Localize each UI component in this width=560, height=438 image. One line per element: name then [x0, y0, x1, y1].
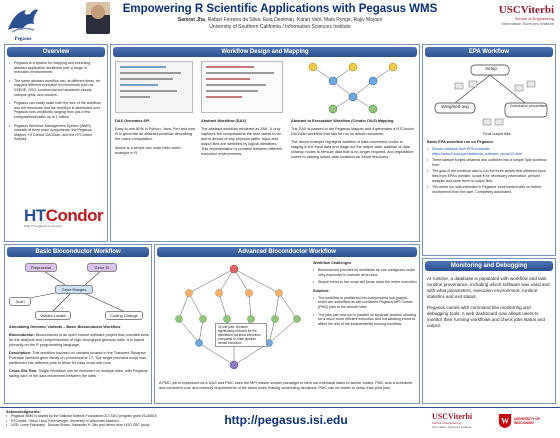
epa-title: EPA Workflow	[425, 47, 553, 57]
node-gene-ranges: Gene Ranges	[55, 285, 93, 294]
usc-logo-sub: School of Engineering	[514, 16, 554, 21]
svg-text:W: W	[501, 416, 509, 426]
node-coding-change: Coding Change	[105, 311, 143, 320]
design-title: Workflow Design and Mapping	[113, 47, 417, 57]
overview-bullet: • The same abstract workflow can, at different times, be mapped different execution environments such as XSEDE, OSG, commercial and academic clouds, campus grids, and clusters.	[9, 79, 103, 97]
footer-usc-sub2: Information Sciences Institute	[432, 425, 472, 429]
basic-para-2-text: This workflow focused on variants located in the Transient Receptor Potential Vanilloid gene family on chromosome 17. The single provided script was partitioned into different jobs to allow for easy cross site runs.	[9, 351, 147, 365]
mapping-title: Abstract to Executable Workflow (Condor DAG) Mapping	[291, 119, 394, 123]
node-variant-locate: Variant Locate	[35, 311, 71, 320]
epa-bullet: • The entire run was executed in Pegasus' environment with no further involvement from the user. Completely automated.	[427, 185, 553, 194]
overview-title: Overview	[7, 47, 105, 57]
mapping-text: The DAX is passed to the Pegasus Mapper and it generates a HTCondor DAGMan workflow that can be run on actual resources.	[291, 127, 414, 136]
basic-panel	[4, 244, 152, 404]
challenges-title: Workflow Challenges	[313, 261, 352, 265]
footer-usc-logo	[432, 412, 492, 429]
footer-divider	[0, 407, 560, 408]
advanced-workflow-graph	[159, 259, 309, 375]
basic-para-1-text: Bioconductor is an open source software project that provides tools for the analysis and comprehension of high-throughput genomic data. It is based primarily on the R programming language.	[9, 333, 149, 347]
basic-para-3	[9, 369, 149, 379]
monitoring-text-1: At runtime, a database is populated with workflow and task runtime provenance, including which software was used and with what parameters, execution environment, runtime statistics and exit status.	[427, 276, 550, 299]
abstract-workflow-title: Abstract Workflow (DAX)	[201, 119, 247, 123]
htcondor-logo-condor: Condor	[45, 206, 104, 225]
htcondor-logo-tagline: High Throughput Computing	[24, 224, 62, 228]
footer-usc-sub: School of Engineering	[432, 421, 462, 425]
overview-bullet: • Pegasus is a system for mapping and executing abstract application workflows over a range of execution environments.	[9, 61, 103, 75]
overview-bullet: • Pegasus Workflow Management System (WMS) consists of three main components: the Pegasus Mapper, HTCondor DAGMan, and the HTCondor Schedd.	[9, 124, 103, 142]
htcondor-logo-ht: HT	[24, 206, 46, 225]
monitoring-title: Monitoring and Debugging	[425, 261, 553, 271]
node-gene-id: Gene ID	[87, 263, 117, 272]
epa-bullet: • The goal of the workflow was to run the three scripts that obtained input files from EPA's website, scope it for necessary information, perform analysis and store them in output files.	[427, 169, 553, 183]
ack-item: • USD: Lorne Pekowsky , Duncan Brown, Alexander H. Nitz and others from LIGO CBC group	[6, 423, 206, 427]
ack-item: • HTCondor : Miron Livny, Kent Wenger, University of Wisconsin Madison	[6, 419, 206, 423]
dax-generator-text: Easy to use APIs in Python, Java, Perl and now R to generate an abstract workflow describing the users computation.	[115, 127, 195, 141]
epa-setup-label: Setup	[485, 66, 497, 71]
epa-bullet: • Scripts obtained from EPA's website. https://www3.epa.gov/caddis/da_software_rscript12.html	[427, 147, 553, 156]
epa-bullet: • Three sample scripts obtained and collected into a simple Split workflow form.	[427, 158, 553, 167]
epa-caption: Final output files	[483, 132, 511, 136]
footer-usc-main: USCViterbi	[432, 412, 473, 421]
epa-run-title: Basic EPA workflow run on Pegasus:	[427, 140, 494, 144]
usc-logo-sub2: Information Sciences Institute	[501, 21, 554, 26]
dax-generator-text2: Above is a simple two node hello world example in R	[115, 146, 181, 155]
poster-institution: University of Southern California / Information Sciences Institute	[209, 24, 351, 30]
usc-logo-main: USCViterbi	[498, 4, 554, 16]
design-col-2	[201, 119, 285, 157]
advanced-bottom-text: A PMC job is expressed as a DAG and PMC uses the MPI master-worker paradigm to farm out individual tasks to worker nodes. PMC acts a scheduler and considers core and memory requirements of the tasks when making scheduling decisions; PMC can be easier to setup than pilot jobs.	[159, 381, 413, 390]
usc-viterbi-logo	[478, 4, 554, 26]
ack-title: Acknowledgments:	[6, 410, 41, 414]
basic-para-1-label: Bioconductor:	[9, 333, 35, 337]
advanced-text	[313, 261, 417, 326]
annot-title: Annotating Genomic Variants – Basic Bioconductor Workflow	[9, 325, 121, 329]
mapping-text2: The above example highlights addition of data movement nodes to staging in the input data and stage out the output data; addition of data cleanup nodes to remove data that is no longer required, and registration nodes to catalog output data locations for future discovery.	[291, 140, 414, 159]
other-authors: , Rafael Ferreira da Silva, Ewa Deelman, Karan Vahi, Mats Rynge, Rajiv Mayani	[204, 17, 383, 23]
monitoring-panel	[422, 258, 556, 404]
dax-xml-image	[201, 61, 283, 113]
acknowledgments	[6, 410, 206, 428]
node-preprocess: Preprocess	[25, 263, 57, 272]
basic-para-3-label: Cross Site Run:	[9, 369, 38, 373]
poster-title: Empowering R Scientific Applications with Pegasus WMS	[122, 3, 438, 15]
epa-cumulative-label: Cumulative percentiles	[509, 104, 547, 108]
challenge-bullet: • Bioconductor provides its workflows as one contiguous script. Very expensive to execute all at once.	[313, 268, 417, 277]
uw-crest-icon	[498, 413, 512, 429]
design-col-1	[115, 119, 195, 156]
htcondor-logo	[24, 206, 104, 228]
advanced-title: Advanced Bioconductor Workflow	[157, 247, 417, 257]
node-scan: Scan	[9, 297, 31, 306]
monitoring-text-2: Pegasus comes with command line monitoring and debugging tools. A web dashboard now allows users to monitor their running workflows and check jobs status and output.	[427, 305, 545, 328]
solution-bullet: • The workflow is partitioned into independent sub graphs, which are submitted as self-contained Pegasus MPI Cluster (PMC) jobs to the remote sites.	[313, 296, 417, 310]
challenge-bullet: • Simple errors in the script will break down the entire execution	[313, 280, 417, 285]
epa-run-section	[427, 140, 553, 194]
advanced-panel	[154, 244, 420, 404]
lead-author: Samrat Jha	[177, 17, 205, 23]
overview-bullet: • Pegasus can easily scale both the size of the workflow, and the resources that the workflow is distributed over. Pegasus runs workflows ranging from just a few computational tasks up to 1 million.	[9, 101, 103, 119]
htcondor-logo-main	[24, 206, 104, 225]
epa-panel	[422, 44, 556, 256]
basic-title: Basic Bioconductor Workflow	[7, 247, 149, 257]
footer-logos	[432, 412, 556, 434]
poster-authors	[100, 17, 460, 23]
pegasus-logo	[4, 4, 42, 38]
pegasus-logo-text: Pegasus	[14, 37, 32, 42]
design-col-3	[291, 119, 415, 160]
basic-para-3-text: Single Workflow can be executed on multiple sites, with Pegasus taking care of the data movement between the sites.	[9, 369, 148, 378]
solution-bullet: • The jobs can now run in parallel on separate clusters allowing for a much more efficient execution and not allowing errors to affect the rest of the independently running workflow.	[313, 313, 417, 327]
basic-para-1	[9, 333, 149, 348]
condor-dag-graph	[291, 59, 415, 115]
epa-weighted-label: Weighted avg	[441, 104, 469, 109]
advanced-callout: 24 site jobs. Runtime significantly reduced for the distributed workflow execution compared to initial pipeline format execution	[215, 323, 267, 347]
abstract-workflow-text: The abstract workflow rendered as XML. It only captures the computations the user wants to do and is devoid of any physical paths. Input and output files are identified by logical identifiers. This representation is portable between different execution environments.	[201, 127, 283, 156]
solution-title: Solution:	[313, 288, 330, 293]
design-panel	[110, 44, 420, 242]
dax-generator-title: DAX Generator API	[115, 119, 150, 123]
footer-wisc-text: UNIVERSITY OF WISCONSIN	[514, 417, 540, 425]
basic-text	[9, 325, 149, 379]
ack-item: • Pegasus WMS is funded by the National Science Foundation OCI SDCI program grant #1148515	[6, 414, 206, 418]
basic-para-2	[9, 351, 149, 366]
basic-para-2-label: Description:	[9, 351, 32, 355]
dax-code-image	[115, 61, 193, 113]
pegasus-url[interactable]: http://pegasus.isi.edu	[224, 413, 348, 427]
